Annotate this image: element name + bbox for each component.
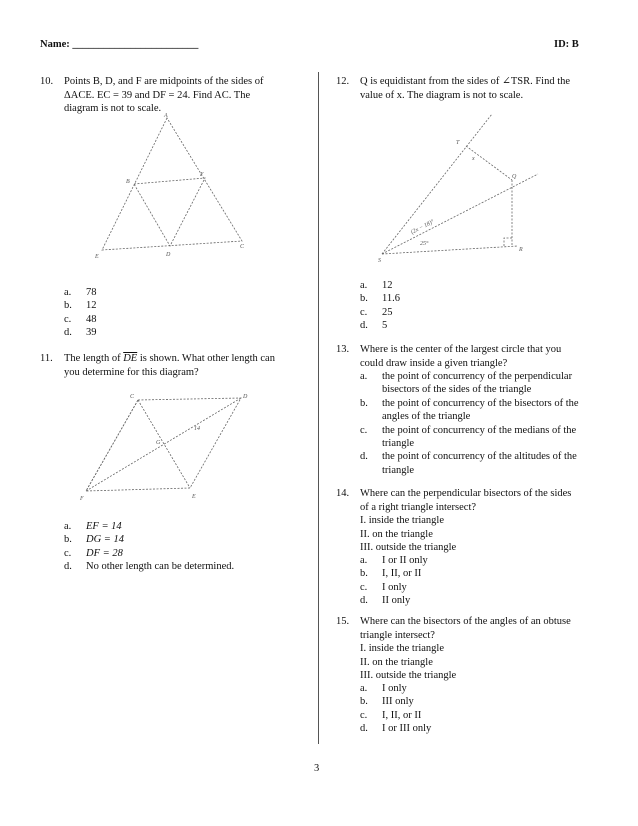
question-text-line: you determine for this diagram? bbox=[64, 366, 199, 378]
length-label: 14 bbox=[194, 426, 200, 432]
answer-option[interactable]: b. the point of concurrency of the bisectors of the angles of the triangle bbox=[360, 397, 579, 423]
question-text-line: Where can the perpendicular bisectors of the sides bbox=[360, 488, 572, 499]
vertex-label-d: D bbox=[243, 394, 248, 400]
question-text-line: III. outside the triangle bbox=[360, 542, 457, 553]
question-text-line: Points B, D, and F are midpoints of the sides of bbox=[64, 76, 264, 87]
answer-option[interactable]: d. 39 bbox=[64, 327, 97, 339]
angle-label-1: (2x − 18)° bbox=[410, 219, 436, 236]
question-number: 14. bbox=[336, 488, 350, 499]
answer-option[interactable]: a. 12 bbox=[360, 280, 393, 291]
answer-option[interactable]: a. the point of concurrency of the perpendicular bisectors of the sides of the triangle bbox=[360, 371, 573, 396]
question-number: 10. bbox=[40, 76, 54, 87]
answer-option[interactable]: b. 12 bbox=[64, 300, 97, 312]
answer-option[interactable]: c. 25 bbox=[360, 306, 393, 318]
question-number: 12. bbox=[336, 76, 350, 87]
question-text-line: I. inside the triangle bbox=[360, 515, 444, 526]
vertex-label-f: F bbox=[80, 496, 84, 502]
vertex-label-g: G bbox=[156, 440, 161, 446]
segment-de: $\overline{DE}$ bbox=[123, 353, 138, 364]
vertex-label-d: D bbox=[166, 252, 171, 258]
question-text-line: Where can the bisectors of the angles of an obtuse bbox=[360, 616, 571, 627]
question-text-line: could draw inside a given triangle? bbox=[360, 357, 508, 369]
name-field-label: Name: ________________________ bbox=[40, 39, 199, 50]
question-number: 13. bbox=[336, 344, 350, 355]
answer-option[interactable]: d. I or III only bbox=[360, 723, 432, 735]
vertex-label-c: C bbox=[130, 394, 135, 400]
answer-option[interactable]: a. I or II only bbox=[360, 555, 428, 566]
point-label-t: T bbox=[456, 140, 460, 146]
question-text-line: The length of $\overline{DE}$ is shown. What other length can bbox=[64, 353, 275, 364]
vertex-label-e: E bbox=[192, 494, 196, 500]
answer-option[interactable]: d. 5 bbox=[360, 320, 388, 332]
answer-options-10 bbox=[64, 286, 97, 340]
question-number: 11. bbox=[40, 353, 53, 364]
answer-option[interactable]: a. EF = 14 bbox=[64, 521, 122, 532]
answer-option[interactable]: d. II only bbox=[360, 595, 411, 607]
point-label-s: S bbox=[378, 258, 381, 264]
point-label-r: R bbox=[519, 247, 523, 253]
question-text-line: Where is the center of the largest circle that you bbox=[360, 344, 562, 355]
answer-option[interactable]: b. 11.6 bbox=[360, 293, 400, 305]
answer-options-13 bbox=[360, 370, 579, 477]
column-divider bbox=[318, 72, 319, 744]
angle-label-2: 25° bbox=[420, 241, 429, 247]
angle-bisector-diagram bbox=[376, 108, 546, 268]
question-text-line: II. on the triangle bbox=[360, 528, 433, 540]
point-label-q: Q bbox=[512, 174, 517, 180]
answer-option[interactable]: a. 78 bbox=[64, 287, 97, 298]
answer-option[interactable]: b. III only bbox=[360, 696, 414, 708]
answer-option[interactable]: c. I, II, or II bbox=[360, 709, 422, 721]
question-text-line: triangle intersect? bbox=[360, 629, 435, 641]
question-text-line: I. inside the triangle bbox=[360, 643, 444, 654]
answer-option[interactable]: b. DG = 14 bbox=[64, 534, 125, 546]
id-label: ID: B bbox=[554, 39, 579, 50]
answer-option[interactable]: d. the point of concurrency of the altitudes of the triangle bbox=[360, 451, 577, 476]
answer-option[interactable]: c. the point of concurrency of the medians of the triangle bbox=[360, 424, 577, 450]
vertex-label-c: C bbox=[240, 244, 245, 250]
answer-option[interactable]: d. No other length can be determined. bbox=[64, 561, 235, 573]
question-number: 15. bbox=[336, 616, 350, 627]
question-text-line: Q is equidistant from the sides of ∠TSR. Find the bbox=[360, 76, 571, 87]
answer-options-14 bbox=[360, 554, 428, 608]
answer-options-11 bbox=[64, 520, 234, 574]
question-text-line: ΔACE. EC = 39 and DF = 24. Find AC. The bbox=[64, 89, 251, 101]
question-text-line: III. outside the triangle bbox=[360, 670, 457, 681]
answer-option[interactable]: a. I only bbox=[360, 683, 407, 694]
vertex-label-a: A bbox=[164, 113, 168, 119]
triangle-ace-diagram bbox=[90, 108, 270, 273]
answer-option[interactable]: c. I only bbox=[360, 581, 407, 593]
question-text-line: of a right triangle intersect? bbox=[360, 501, 477, 513]
page-number: 3 bbox=[314, 763, 320, 774]
answer-option[interactable]: c. 48 bbox=[64, 313, 97, 325]
answer-option[interactable]: c. DF = 28 bbox=[64, 547, 123, 559]
question-text-line: diagram is not to scale. bbox=[64, 103, 162, 114]
vertex-label-e: E bbox=[95, 254, 99, 260]
vertex-label-b: B bbox=[126, 179, 130, 185]
answer-option[interactable]: b. I, II, or II bbox=[360, 568, 422, 580]
parallelogram-diagram bbox=[76, 388, 266, 508]
question-text-line: II. on the triangle bbox=[360, 656, 433, 668]
question-text-line: value of x. The diagram is not to scale. bbox=[360, 89, 524, 101]
vertex-label-f: F bbox=[200, 172, 204, 178]
answer-options-15 bbox=[360, 682, 431, 736]
side-label-x: x bbox=[472, 156, 475, 162]
answer-options-12 bbox=[360, 279, 400, 333]
